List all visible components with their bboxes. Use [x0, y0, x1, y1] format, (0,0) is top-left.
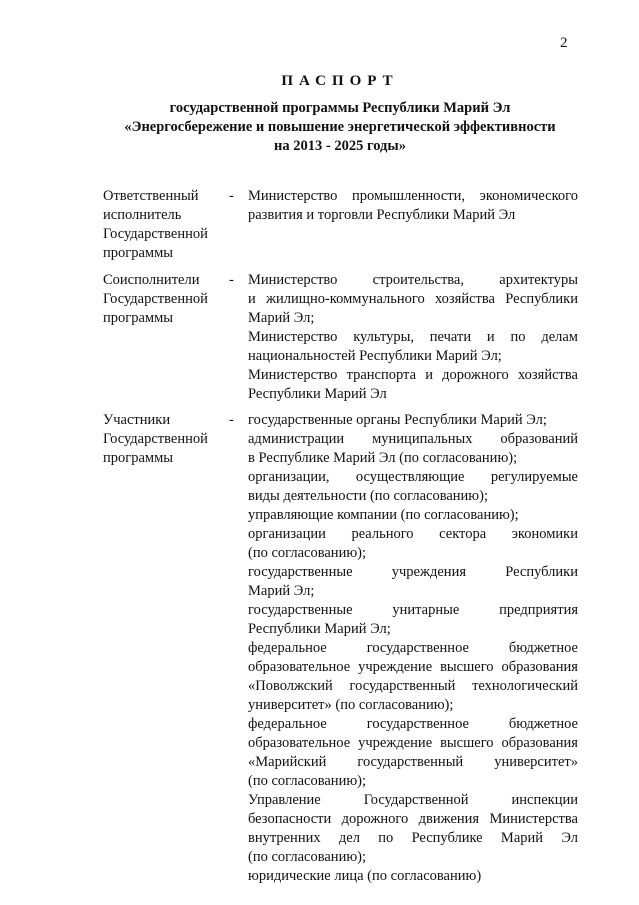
content-word: Марий Эл; — [248, 310, 315, 326]
content-word: государственный — [349, 678, 456, 694]
content-line — [248, 848, 578, 867]
content-word: высшего — [440, 659, 494, 675]
content-word: университет» (по согласованию); — [248, 697, 454, 713]
content-word: образовательное — [248, 659, 351, 675]
content-word: Управление — [248, 792, 321, 808]
section-label-line: программы — [103, 245, 173, 261]
content-word: (по согласованию); — [248, 773, 367, 789]
content-word: национальностей Республики Марий Эл; — [248, 348, 502, 364]
content-word: Министерство — [248, 188, 338, 204]
content-word: Марий — [500, 830, 544, 846]
section-label — [103, 411, 221, 468]
content-word: государственные органы Республики Марий Эл; — [248, 412, 547, 428]
content-word: в Республике Марий Эл (по согласованию); — [248, 450, 518, 466]
document-title: ПАСПОРТ — [281, 73, 399, 89]
content-word: Эл — [561, 830, 578, 846]
content-word: реального — [351, 526, 414, 542]
content-word: безопасности — [248, 811, 332, 827]
content-word: строительства, — [372, 272, 464, 288]
section-label-line: программы — [103, 450, 173, 466]
section-label — [103, 187, 221, 263]
content-line — [248, 639, 578, 658]
content-word: промышленности, — [352, 188, 466, 204]
content-line — [248, 206, 578, 225]
content-word: Министерство — [248, 329, 338, 345]
content-word: дорожного — [442, 367, 509, 383]
content-line — [248, 696, 578, 715]
content-word: Государственной — [363, 792, 469, 808]
section-label-line: Государственной — [103, 291, 208, 307]
content-line — [248, 525, 578, 544]
section-content — [248, 411, 578, 886]
section-label-line: Участники — [103, 412, 171, 428]
content-line — [248, 411, 578, 430]
content-word: бюджетное — [508, 640, 578, 656]
content-word: предприятия — [499, 602, 578, 618]
content-word: образовательное — [248, 735, 351, 751]
section-content — [248, 187, 578, 225]
content-line — [248, 449, 578, 468]
content-line — [248, 867, 578, 886]
content-line — [248, 366, 578, 385]
content-line — [248, 734, 578, 753]
content-word: Республики Марий Эл — [248, 386, 387, 402]
content-line — [248, 506, 578, 525]
content-word: делам — [541, 329, 578, 345]
content-line — [248, 187, 578, 206]
content-word: (по согласованию); — [248, 849, 367, 865]
section-dash: - — [229, 272, 234, 288]
content-word: транспорта — [346, 367, 417, 383]
content-word: «Марийский — [248, 754, 327, 770]
content-word: университет» — [494, 754, 578, 770]
content-word: инспекции — [511, 792, 578, 808]
content-line — [248, 715, 578, 734]
content-word: технологический — [472, 678, 578, 694]
section-label — [103, 271, 221, 328]
content-word: архитектуры — [499, 272, 578, 288]
content-word: Министерства — [489, 811, 578, 827]
section-label-line: Соисполнители — [103, 272, 200, 288]
content-word: федеральное — [248, 640, 327, 656]
content-word: по — [378, 830, 394, 846]
content-word: организации — [248, 526, 326, 542]
content-word: государственное — [366, 640, 469, 656]
content-line — [248, 385, 578, 404]
content-word: экономического — [479, 188, 578, 204]
content-word: культуры, — [353, 329, 414, 345]
content-line — [248, 563, 578, 582]
content-word: организации, — [248, 469, 330, 485]
section-content — [248, 271, 578, 404]
content-line — [248, 772, 578, 791]
content-word: управляющие компании (по согласованию); — [248, 507, 519, 523]
content-word: и — [425, 367, 433, 383]
content-word: Министерство — [248, 272, 338, 288]
content-word: Республики Марий Эл; — [248, 621, 391, 637]
content-line — [248, 677, 578, 696]
content-line — [248, 810, 578, 829]
section-label-line: программы — [103, 310, 173, 326]
content-word: по — [510, 329, 526, 345]
content-word: юридические лица (по согласованию) — [248, 868, 482, 884]
content-line — [248, 290, 578, 309]
content-word: образования — [501, 735, 578, 751]
section-label-line: Государственной — [103, 226, 208, 242]
content-line — [248, 271, 578, 290]
content-word: (по согласованию); — [248, 545, 367, 561]
section-dash: - — [229, 188, 234, 204]
content-word: Республике — [411, 830, 483, 846]
content-line — [248, 658, 578, 677]
section-label-line: исполнитель — [103, 207, 182, 223]
content-word: образований — [500, 431, 578, 447]
content-word: Марий Эл; — [248, 583, 315, 599]
content-word: учреждение — [358, 735, 433, 751]
content-word: и — [486, 329, 495, 345]
content-word: виды деятельности (по согласованию); — [248, 488, 489, 504]
content-word: государственные — [248, 564, 353, 580]
content-word: «Поволжский — [248, 678, 333, 694]
content-line — [248, 468, 578, 487]
subtitle-line: государственной программы Республики Марий Эл — [169, 100, 511, 116]
page-number: 2 — [560, 35, 568, 51]
content-line — [248, 487, 578, 506]
content-word: хозяйства — [517, 367, 578, 383]
content-word: регулируемые — [490, 469, 578, 485]
content-word: государственные — [248, 602, 353, 618]
content-word: развития и торговли Республики Марий Эл — [248, 207, 516, 223]
content-word: движения — [418, 811, 480, 827]
content-word: хозяйства — [434, 291, 495, 307]
document-subtitle — [0, 99, 639, 156]
content-line — [248, 829, 578, 848]
content-word: Республики — [505, 564, 578, 580]
content-word: сектора — [439, 526, 487, 542]
content-word: высшего — [440, 735, 494, 751]
content-word: Министерство — [248, 367, 338, 383]
subtitle-line: на 2013 - 2025 годы» — [274, 138, 406, 154]
subtitle-line: «Энергосбережение и повышение энергетической эффективности — [124, 119, 556, 135]
content-line — [248, 601, 578, 620]
content-line — [248, 582, 578, 601]
content-word: унитарные — [392, 602, 460, 618]
content-word: Республики — [505, 291, 578, 307]
content-word: учреждение — [358, 659, 433, 675]
content-word: и — [248, 291, 256, 307]
content-word: образования — [501, 659, 578, 675]
content-word: администрации — [248, 431, 345, 447]
content-word: дорожного — [341, 811, 409, 827]
content-line — [248, 791, 578, 810]
content-word: учреждения — [391, 564, 466, 580]
content-word: экономики — [511, 526, 578, 542]
section-dash: - — [229, 412, 234, 428]
content-line — [248, 309, 578, 328]
content-word: государственный — [357, 754, 464, 770]
section-label-line: Государственной — [103, 431, 208, 447]
content-word: бюджетное — [508, 716, 578, 732]
content-line — [248, 544, 578, 563]
content-line — [248, 347, 578, 366]
content-line — [248, 430, 578, 449]
content-word: дел — [338, 830, 360, 846]
content-word: федеральное — [248, 716, 327, 732]
content-line — [248, 753, 578, 772]
content-line — [248, 328, 578, 347]
content-word: муниципальных — [372, 431, 473, 447]
content-word: жилищно-коммунального — [266, 291, 425, 307]
content-word: государственное — [366, 716, 469, 732]
content-word: внутренних — [248, 830, 321, 846]
content-word: печати — [429, 329, 472, 345]
section-label-line: Ответственный — [103, 188, 199, 204]
content-word: осуществляющие — [355, 469, 465, 485]
content-line — [248, 620, 578, 639]
